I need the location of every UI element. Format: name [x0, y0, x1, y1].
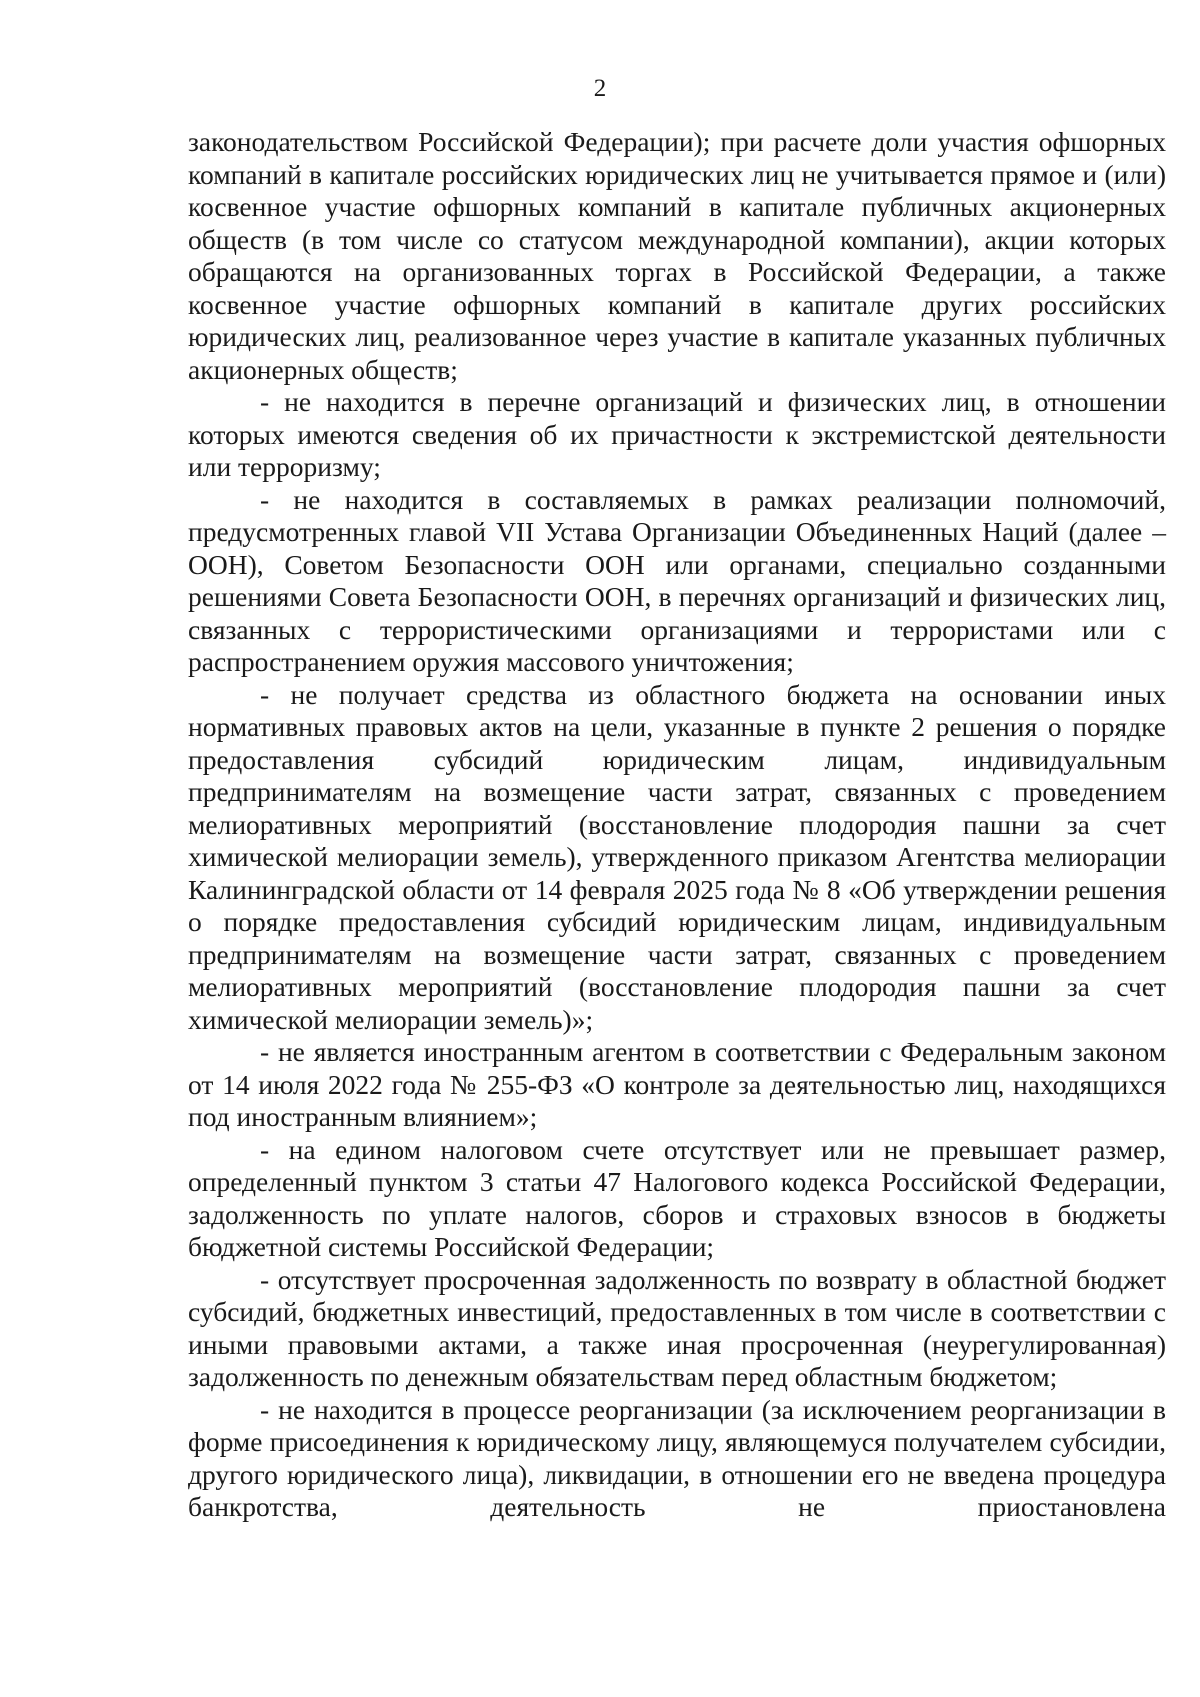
page-number: 2 — [593, 75, 607, 102]
paragraph-reorganization: - не находится в процессе реорганизации (за исключением реорганизации в форме присоединения к юридическому лицу, являющемуся получателем субсидии, другого юридического лица), ликвидации, в отношении его не введена процедура банкротства, деятельность не приостановлена — [188, 1393, 1166, 1522]
document-body — [188, 126, 1166, 1524]
paragraph-offshore-participation: законодательством Российской Федерации); при расчете доли участия офшорных компаний в капитале российских юридических лиц не учитывается прямое и (или) косвенное участие офшорных компаний в капитале публичных акционерных обществ (в том числе со статусом международной компании), акции которых обращаются на организованных торгах в Российской Федерации, а также косвенное участие офшорных компаний в капитале других российских юридических лиц, реализованное через участие в капитале указанных публичных акционерных обществ; — [188, 126, 1166, 385]
paragraph-tax-debt: - на едином налоговом счете отсутствует или не превышает размер, определенный пунктом 3 статьи 47 Налогового кодекса Российской Федерации, задолженность по уплате налогов, сборов и страховых взносов в бюджеты бюджетной системы Российской Федерации; — [188, 1133, 1166, 1262]
paragraph-foreign-agent: - не является иностранным агентом в соответствии с Федеральным законом от 14 июля 2022 года № 255-ФЗ «О контроле за деятельностью лиц, находящихся под иностранным влиянием»; — [188, 1036, 1166, 1132]
paragraph-un-sanctions-list: - не находится в составляемых в рамках реализации полномочий, предусмотренных главой VII Устава Организации Объединенных Наций (далее – ООН), Советом Безопасности ООН или органами, специально созданными решениями Совета Безопасности ООН, в перечнях организаций и физических лиц, связанных с террористическими организациями и террористами или с распространением оружия массового уничтожения; — [188, 483, 1166, 677]
paragraph-extremism-list: - не находится в перечне организаций и физических лиц, в отношении которых имеются сведения об их причастности к экстремистской деятельности или терроризму; — [188, 386, 1166, 482]
paragraph-regional-budget-funds: - не получает средства из областного бюджета на основании иных нормативных правовых актов на цели, указанные в пункте 2 решения о порядке предоставления субсидий юридическим лицам, индивидуальным предпринимателям на возмещение части затрат, связанных с проведением мелиоративных мероприятий (восстановление плодородия пашни за счет химической мелиорации земель), утвержденного приказом Агентства мелиорации Калининградской области от 14 февраля 2025 года № 8 «Об утверждении решения о порядке предоставления субсидий юридическим лицам, индивидуальным предпринимателям на возмещение части затрат, связанных с проведением мелиоративных мероприятий (восстановление плодородия пашни за счет химической мелиорации земель)»; — [188, 678, 1166, 1035]
paragraph-overdue-debt: - отсутствует просроченная задолженность по возврату в областной бюджет субсидий, бюджетных инвестиций, предоставленных в том числе в соответствии с иными правовыми актами, а также иная просроченная (неурегулированная) задолженность по денежным обязательствам перед областным бюджетом; — [188, 1263, 1166, 1392]
